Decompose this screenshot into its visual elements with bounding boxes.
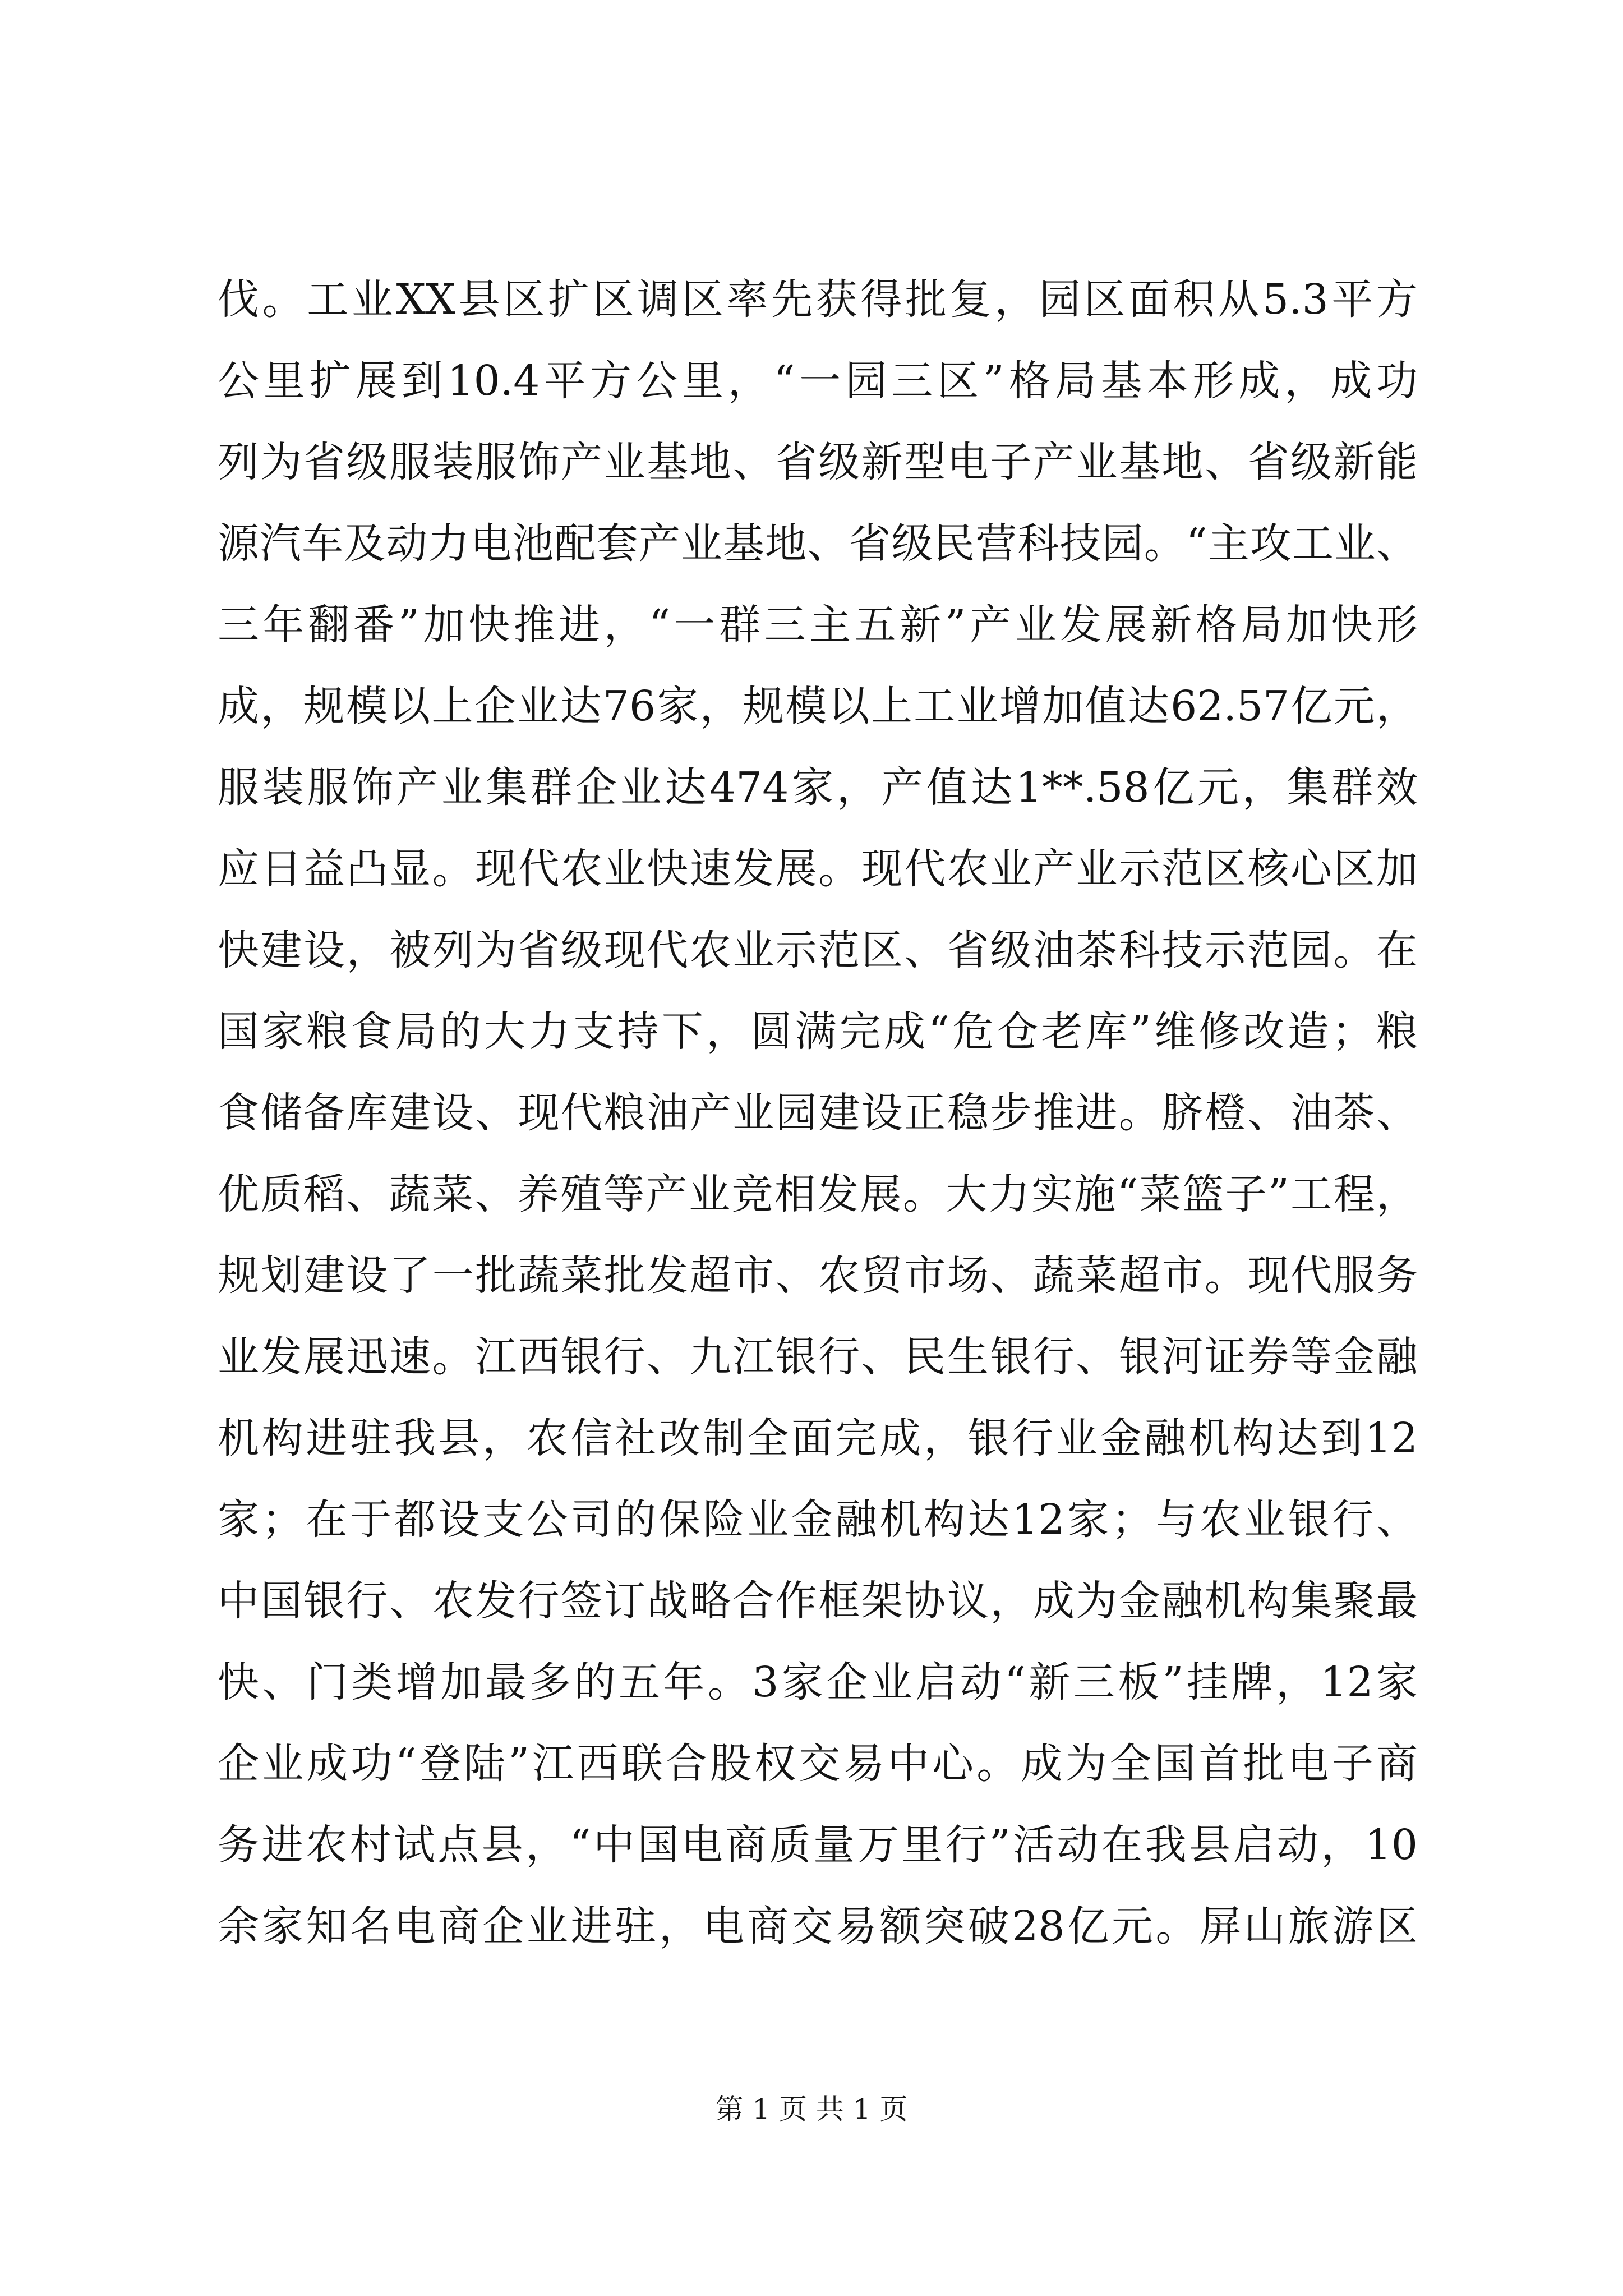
text-line: 快建设，被列为省级现代农业示范区、省级油茶科技示范园。在	[218, 926, 1418, 974]
text-line: 家；在于都设支公司的保险业金融机构达12家；与农业银行、	[218, 1496, 1418, 1544]
page-number-label: 第 1 页 共 1 页	[715, 2093, 908, 2125]
text-line: 列为省级服装服饰产业基地、省级新型电子产业基地、省级新能	[218, 438, 1418, 486]
text-line: 机构进驻我县，农信社改制全面完成，银行业金融机构达到12	[218, 1414, 1418, 1462]
text-line: 应日益凸显。现代农业快速发展。现代农业产业示范区核心区加	[218, 845, 1418, 893]
text-line: 服装服饰产业集群企业达474家，产值达1**.58亿元，集群效	[218, 763, 1418, 812]
text-line: 余家知名电商企业进驻，电商交易额突破28亿元。屏山旅游区	[218, 1902, 1418, 1950]
text-line: 食储备库建设、现代粮油产业园建设正稳步推进。脐橙、油茶、	[218, 1089, 1418, 1137]
text-line: 企业成功“登陆”江西联合股权交易中心。成为全国首批电子商	[218, 1740, 1418, 1788]
page-footer	[0, 2090, 1623, 2129]
text-line: 三年翻番”加快推进，“一群三主五新”产业发展新格局加快形	[218, 601, 1418, 649]
text-line: 规划建设了一批蔬菜批发超市、农贸市场、蔬菜超市。现代服务	[218, 1251, 1418, 1300]
text-line: 源汽车及动力电池配套产业基地、省级民营科技园。“主攻工业、	[218, 519, 1418, 568]
text-line: 业发展迅速。江西银行、九江银行、民生银行、银河证券等金融	[218, 1333, 1418, 1381]
text-line: 国家粮食局的大力支持下，圆满完成“危仓老库”维修改造；粮	[218, 1007, 1418, 1056]
text-line: 成，规模以上企业达76家，规模以上工业增加值达62.57亿元，	[218, 682, 1418, 730]
text-line: 伐。工业XX县区扩区调区率先获得批复，园区面积从5.3平方	[218, 275, 1418, 324]
body-text	[218, 259, 1418, 1967]
text-line: 公里扩展到10.4平方公里，“一园三区”格局基本形成，成功	[218, 357, 1418, 405]
text-line: 务进农村试点县，“中国电商质量万里行”活动在我县启动，10	[218, 1821, 1418, 1869]
text-line: 快、门类增加最多的五年。3家企业启动“新三板”挂牌，12家	[218, 1658, 1418, 1706]
text-line: 中国银行、农发行签订战略合作框架协议，成为金融机构集聚最	[218, 1577, 1418, 1625]
text-line: 优质稻、蔬菜、养殖等产业竞相发展。大力实施“菜篮子”工程，	[218, 1170, 1418, 1218]
